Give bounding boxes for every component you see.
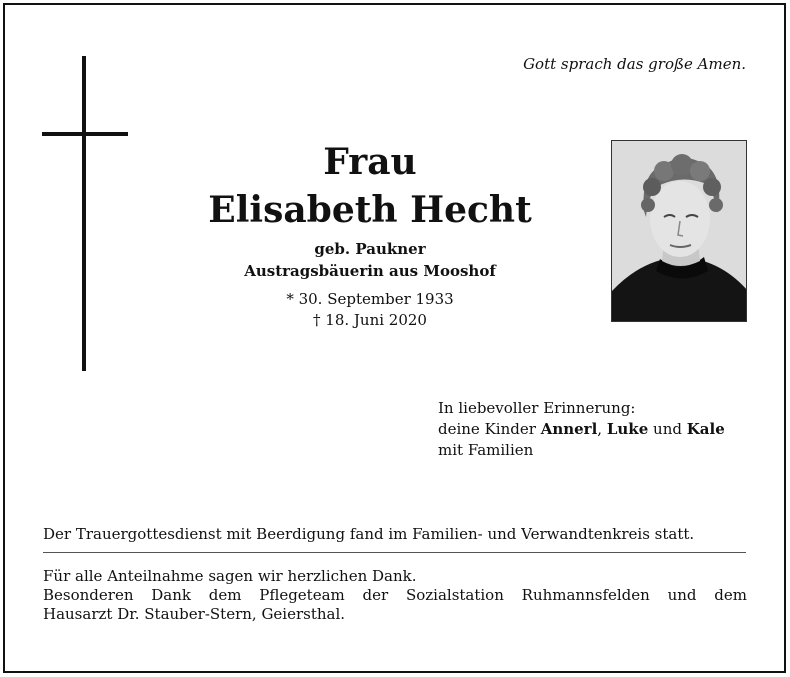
portrait-photo bbox=[611, 140, 747, 322]
child-name-2: Luke bbox=[606, 420, 649, 438]
deceased-name: Elisabeth Hecht bbox=[208, 189, 532, 231]
quote-text: Gott sprach das große Amen. bbox=[523, 55, 746, 73]
cross-icon-bar bbox=[42, 132, 128, 136]
memory-line-1: In liebevoller Erinnerung: bbox=[438, 399, 636, 417]
thanks-line-2: Besonderen Dank dem Pflegeteam der Sozialstation Ruhmannsfelden und dem bbox=[43, 586, 747, 604]
thanks-line-1: Für alle Anteilnahme sagen wir herzlichen Dank. bbox=[43, 567, 417, 585]
conjunction: und bbox=[653, 420, 682, 438]
birth-name: geb. Paukner bbox=[314, 240, 426, 258]
thanks-block bbox=[43, 567, 747, 624]
memory-block bbox=[438, 398, 725, 461]
children-prefix: deine Kinder bbox=[438, 420, 536, 438]
salutation: Frau bbox=[323, 141, 417, 183]
thanks-line-3: Hausarzt Dr. Stauber-Stern, Geiersthal. bbox=[43, 605, 346, 623]
child-name-3: Kale bbox=[686, 420, 725, 438]
memory-line-3: mit Familien bbox=[438, 441, 534, 459]
portrait-image bbox=[612, 141, 747, 322]
child-name-1: Annerl bbox=[540, 420, 598, 438]
description: Austragsbäuerin aus Mooshof bbox=[244, 262, 496, 280]
memory-line-2 bbox=[438, 419, 725, 440]
separator: , bbox=[597, 420, 603, 438]
divider bbox=[43, 552, 746, 553]
service-note: Der Trauergottesdienst mit Beerdigung fand im Familien- und Verwandtenkreis statt. bbox=[43, 525, 695, 543]
death-date: † 18. Juni 2020 bbox=[313, 311, 427, 329]
birth-date: * 30. September 1933 bbox=[286, 290, 454, 308]
cross-icon bbox=[82, 56, 86, 371]
